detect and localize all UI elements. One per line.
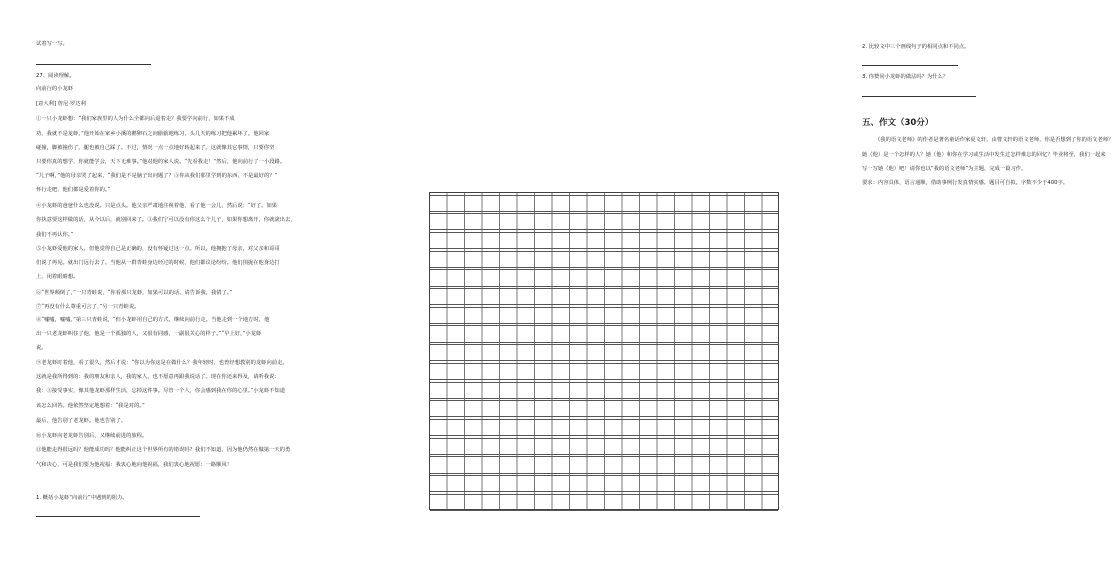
passage-line: 气和决心，可是我们要为他祝福：我衷心地向他祝福，我们衷心地祝愿：一路顺风！ [36, 462, 232, 468]
essay-prompt-line-3: 写一写她（他）吧！请你也以“我的语文老师”为主题，完成一篇习作。 [862, 166, 1027, 172]
grid-row[interactable] [430, 363, 778, 380]
passage-title: 向前行的小龙虾 [36, 86, 74, 92]
passage-line: 我们不再认你。” [36, 232, 74, 238]
passage-line: ⑦“再没有什么尊重可言了，”另一只青蛙说。 [36, 304, 140, 310]
grid-row[interactable] [430, 269, 778, 286]
grid-row[interactable] [430, 419, 778, 436]
answer-line [862, 65, 958, 66]
passage-line: 只要你真的想学，你就能学会，天下无难事。”他对他的家人说。“先看我走！”然后，他向前行了一小段路。 [36, 159, 286, 165]
grid-row[interactable] [430, 213, 778, 230]
grid-row[interactable] [430, 344, 778, 361]
writing-grid[interactable] [429, 192, 779, 510]
passage-line: 该怎么回答。他依然坚定地想着：“我是对的。” [36, 403, 145, 409]
passage-line: ④小龙虾的爸爸什么也没说。只是点头。他父亲严肃地注视着他，看了他一会儿，然后说：“好了。如果 [36, 203, 278, 209]
grid-row[interactable] [430, 251, 778, 268]
prev-question-tail: 试着写一写。 [36, 41, 68, 47]
passage-line: ⑧“嘘嘘，嘘嘘。”第三只青蛙说，“但小龙虾用自己的方式，继续向前行走。当他走到一个地方时，他 [36, 317, 270, 323]
passage-line: 上，闭着眼睛想。 [36, 274, 79, 280]
passage-line: 功，我就不是龙虾。”他开始在家乡小溪的鹅卵石之间偷偷地练习，头几天的练习把他累坏了。他回家 [36, 131, 270, 137]
grid-row[interactable] [430, 382, 778, 399]
question-27: 27、阅读理解。 [36, 73, 75, 79]
grid-row[interactable] [430, 288, 778, 305]
passage-line: ⑥“世界颠倒了，”一只青蛙说，“你看那只龙虾，如果可以的话，请告诉我，我错了。” [36, 290, 233, 296]
grid-row[interactable] [430, 195, 778, 212]
passage-line: ⑩小龙虾向老龙虾告别后，又继续前进的旅程。 [36, 433, 148, 439]
passage-line: 碰撞，脚被撞伤了，腿也被自己踩了。不过，情况一点一点地好转起来了。这就像其它事情，只要你坚 [36, 145, 275, 151]
grid-row[interactable] [430, 325, 778, 342]
passage-line: ⑪他能走得很远吗？他能成功吗？他能纠正这个世界所有的错误吗？我们不知道，因为他仍然在做第一天的勇 [36, 447, 291, 453]
passage-line: 你执意要这样做的话，从今以后，就别回来了。③我们宁可以没有你这么个儿子，如果你想离开，你就滚出去， [36, 217, 296, 223]
section-heading: 五、作文（30分） [862, 118, 934, 128]
essay-requirements: 要求：内容具体，语言通顺，借助事例行发真情实感。题目可自拟，字数不少于400字。 [862, 180, 1069, 186]
essay-prompt-line-1: 《我的语文老师》的作者是著名童话作家夏文轩，由曹文轩的语文老师，你是否想到了你的语文老师？ [875, 137, 1113, 143]
grid-row[interactable] [430, 438, 778, 455]
question-3: 3. 你赞同小龙虾的做法吗？为什么？ [862, 74, 949, 80]
grid-row[interactable] [430, 400, 778, 417]
passage-line: 我：③接受事实，像其他龙虾那样生活，忘掉这件事。尽管一个人，你会感到我在你的心里。”小龙虾不知道 [36, 388, 286, 394]
answer-line [36, 516, 200, 517]
passage-line: 怀行走吧，他们都是爱着你的。” [36, 187, 111, 193]
grid-row[interactable] [430, 475, 778, 492]
passage-line: “儿子啊，”他的母亲哭了起来，“我们是不是脑子出问题了？③你从我们那里学到的东西，不是最好的？” [36, 173, 278, 179]
passage-line: 出一只老龙虾叫住了他，他是一个孤独的人，又很有同感，一副很关心的样子。”“早上好，”小龙虾 [36, 331, 262, 337]
question-1: 1. 概括小龙虾“向前行”中遇到的阻力。 [36, 495, 128, 501]
passage-line: 最后，他告别了老龙虾。他也告别了。 [36, 418, 127, 424]
grid-row[interactable] [430, 232, 778, 249]
answer-line [862, 96, 976, 97]
passage-author: [意大利] 詹尼·罗达利 [36, 101, 86, 107]
grid-row[interactable] [430, 456, 778, 473]
grid-row[interactable] [430, 307, 778, 324]
passage-line: 说。 [36, 345, 47, 351]
question-2: 2. 比较文中三个画线句子的相同点和不同点。 [862, 44, 970, 50]
essay-prompt-line-2: 她（他）是一个怎样的人？她（他）和你在学习或生活中发生过怎样难忘的回忆？毕业将至，我们一起来 [862, 152, 1106, 158]
answer-line [36, 64, 151, 65]
passage-line: ⑨老龙虾盯着他，看了很久，然后才说：“你以为你这是在做什么？我年轻时，也曾经想教别的龙虾向前走。 [36, 360, 288, 366]
passage-line: ①一只小龙虾想：“我们家族里的人为什么全都向后退着走？我要学向前行，如果不成 [36, 116, 235, 122]
passage-line: 这就是我所得到的：我的朋友和亲人，我的家人，也不愿意再跟我说话了。现在你还来得及，请听我说： [36, 374, 280, 380]
grid-row[interactable] [430, 494, 778, 511]
passage-line: 们说了再见。就出门远行去了。当他从一群青蛙身边经过的时候，他们都议论纷纷。他们围拢在他身边打 [36, 260, 280, 266]
passage-line: ⑤小龙虾爱他的家人。但他觉得自己是正确的，没有怀疑过这一点。所以，他拥抱了母亲，对父亲和哥哥 [36, 246, 280, 252]
